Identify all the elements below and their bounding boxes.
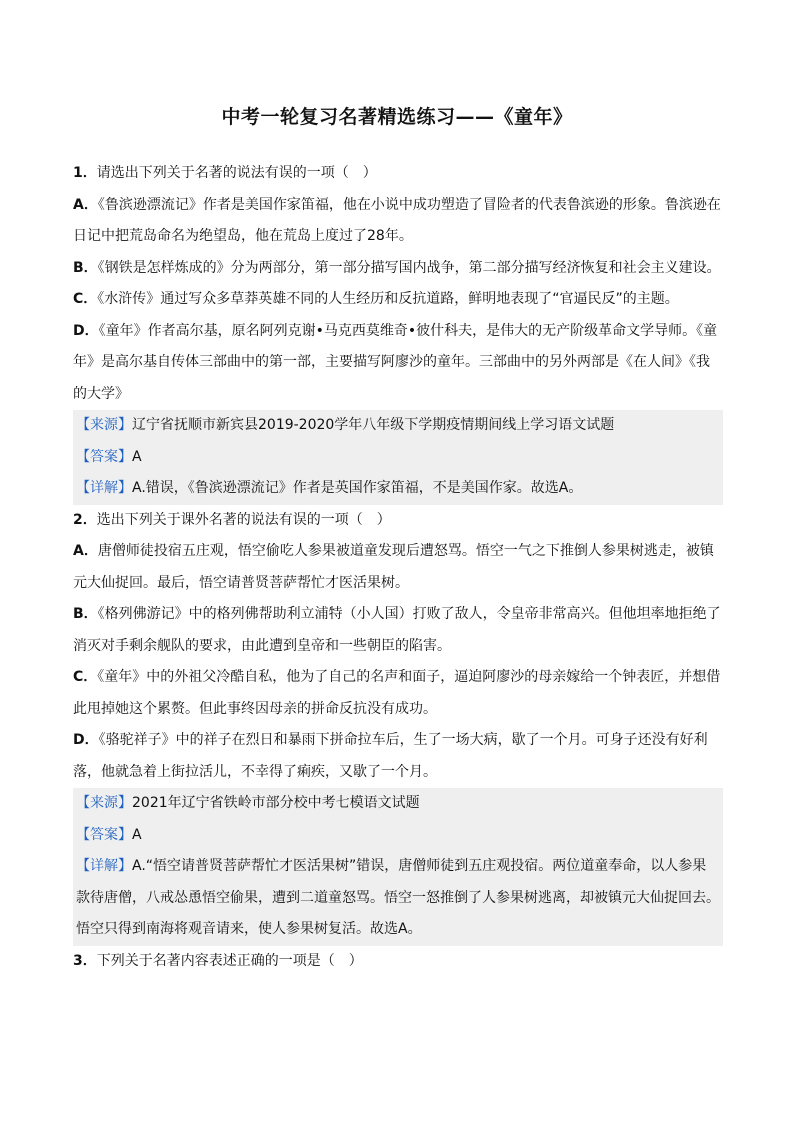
detail-line <box>73 851 723 946</box>
answer-label: 【答案】 <box>76 826 132 843</box>
option-b <box>73 253 723 285</box>
detail-label: 【详解】 <box>76 480 132 496</box>
detail-text: A.“悟空请普贤菩萨帮忙才医活果树”错误，唐僧师徒到五庄观投宿。两位道童奉命，以人参果款待唐僧，八戒怂恿悟空偷果，遭到二道童怒骂。悟空一怒推倒了人参果树逃离，却被镇元大仙捉回去。悟空只得到南海将观音请来，使人参果树复活。故选A。 <box>76 858 720 937</box>
option-d <box>73 316 723 411</box>
answer-line <box>73 442 723 474</box>
question-number: 3． <box>73 952 97 969</box>
option-letter: D． <box>73 322 99 339</box>
question-stem <box>73 505 723 537</box>
source-text: 辽宁省抚顺市新宾县2019-2020学年八年级下学期疫情期间线上学习语文试题 <box>132 417 615 433</box>
option-letter: C． <box>73 291 98 307</box>
source-label: 【来源】 <box>76 795 132 811</box>
source-label: 【来源】 <box>76 417 132 433</box>
option-letter: A． <box>73 543 98 559</box>
answer-text: A <box>132 826 142 843</box>
page-title: 中考一轮复习名著精选练习——《童年》 <box>221 106 573 128</box>
option-text: 《骆驼祥子》中的祥子在烈日和暴雨下拼命拉车后，生了一场大病，歇了一个月。可身子还没有好利落，他就急着上街拉活儿，不幸得了痢疾，又歇了一个月。 <box>73 732 708 780</box>
option-a <box>73 536 723 599</box>
option-text: 《童年》作者高尔基，原名阿列克谢•马克西莫维奇•彼什科夫，是伟大的无产阶级革命文学导师。《童年》是高尔基自传体三部曲中的第一部，主要描写阿廖沙的童年。三部曲中的另外两部是《在人间》《我的大学》 <box>73 322 718 402</box>
option-b <box>73 599 723 662</box>
option-a <box>73 190 723 253</box>
answer-line <box>73 820 723 852</box>
question-text: 选出下列关于课外名著的说法有误的一项（ ） <box>96 511 391 528</box>
question-text: 下列关于名著内容表述正确的一项是（ ） <box>96 952 363 969</box>
option-letter: A． <box>73 196 98 213</box>
source-text: 2021年辽宁省铁岭市部分校中考七模语文试题 <box>132 795 420 811</box>
option-letter: B． <box>73 606 98 622</box>
answer-text: A <box>132 448 142 465</box>
detail-text: A.错误，《鲁滨逊漂流记》作者是英国作家笛福，不是美国作家。故选A。 <box>132 480 583 496</box>
option-text: 《鲁滨逊漂流记》作者是美国作家笛福，他在小说中成功塑造了冒险者的代表鲁滨逊的形象。鲁滨逊在日记中把荒岛命名为绝望岛，他在荒岛上度过了28年。 <box>73 196 721 244</box>
option-letter: B． <box>73 259 98 276</box>
question-text: 请选出下列关于名著的说法有误的一项（ ） <box>96 165 377 181</box>
answer-label: 【答案】 <box>76 448 132 465</box>
option-text: 《格列佛游记》中的格列佛帮助利立浦特（小人国）打败了敌人，令皇帝非常高兴。但他坦率地拒绝了消灭对手剩余舰队的要求，由此遭到皇帝和一些朝臣的陷害。 <box>73 606 721 654</box>
option-c <box>73 662 723 725</box>
option-text: 《童年》中的外祖父冷酷自私，他为了自己的名声和面子，逼迫阿廖沙的母亲嫁给一个钟表匠，并想借此甩掉她这个累赘。但此事终因母亲的拼命反抗没有成功。 <box>73 669 721 717</box>
source-line <box>73 788 723 820</box>
option-text: 《钢铁是怎样炼成的》分为两部分，第一部分描写国内战争，第二部分描写经济恢复和社会主义建设。 <box>97 259 721 276</box>
question-stem <box>73 158 723 190</box>
option-letter: C． <box>73 669 98 685</box>
question-stem <box>73 946 723 978</box>
option-c <box>73 284 723 316</box>
question-list <box>73 158 723 977</box>
question-number: 2． <box>73 511 97 528</box>
option-d <box>73 725 723 788</box>
option-letter: D． <box>73 732 99 748</box>
option-text: 《水浒传》通过写众多草莽英雄不同的人生经历和反抗道路，鲜明地表现了“官逼民反”的主题。 <box>97 291 679 307</box>
detail-line <box>73 473 723 505</box>
question-number: 1． <box>73 165 97 181</box>
option-text: 唐僧师徒投宿五庄观，悟空偷吃人参果被道童发现后遭怒骂。悟空一气之下推倒人参果树逃走，被镇元大仙捉回。最后，悟空请普贤菩萨帮忙才医活果树。 <box>73 543 714 591</box>
detail-label: 【详解】 <box>76 858 132 874</box>
source-line <box>73 410 723 442</box>
